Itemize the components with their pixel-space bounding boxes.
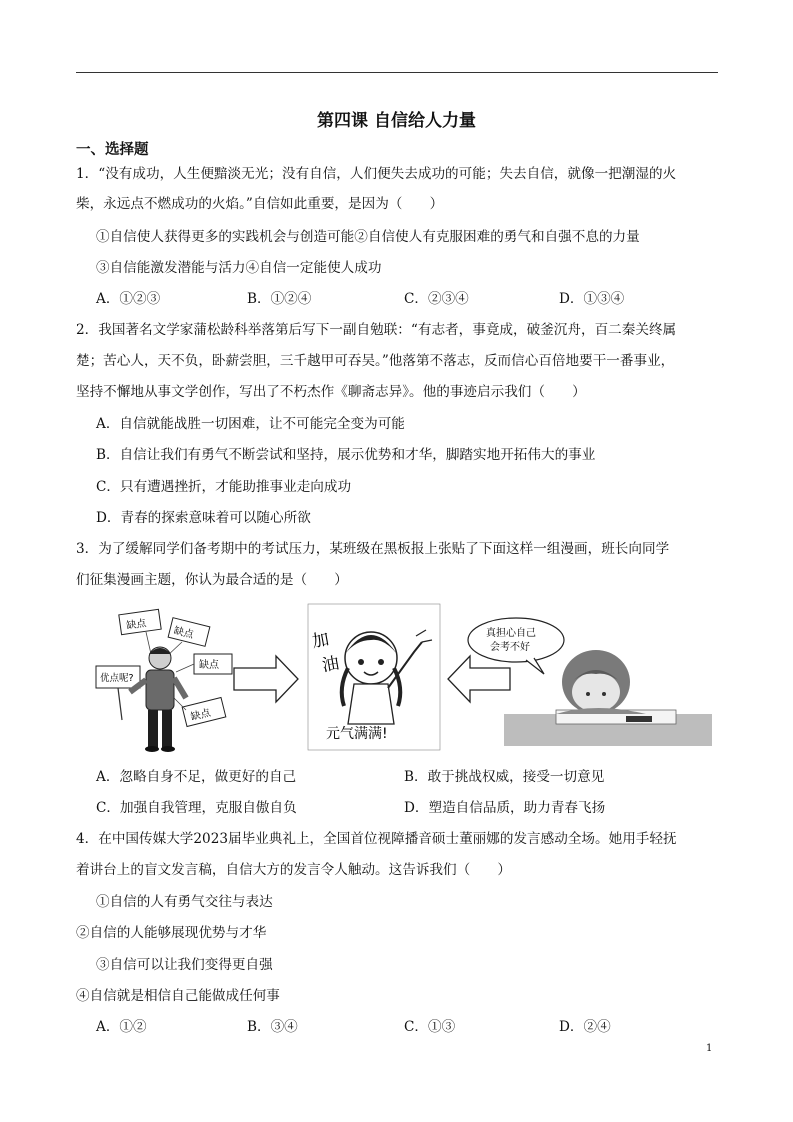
q4-statement-2: ②自信的人能够展现优势与才华 bbox=[76, 925, 267, 941]
q4-option-a: A．①② bbox=[96, 1019, 147, 1035]
tag-label-3: 缺点 bbox=[199, 660, 219, 671]
q1-option-d: D．①③④ bbox=[559, 291, 625, 307]
cheering-girl-illustration bbox=[308, 604, 440, 750]
man-illustration bbox=[96, 609, 232, 752]
q3-stem-line-1: 3．为了缓解同学们备考期中的考试压力，某班级在黑板报上张贴了下面这样一组漫画，班长向同学 bbox=[76, 541, 670, 557]
energy-caption: 元气满满! bbox=[326, 726, 388, 742]
section-heading: 一、选择题 bbox=[76, 142, 149, 158]
q4-statement-4: ④自信就是相信自己能做成任何事 bbox=[76, 988, 280, 1004]
q2-stem-line-1: 2．我国著名文学家蒲松龄科举落第后写下一副自勉联：“有志者，事竟成，破釜沉舟，百二秦关终属 bbox=[76, 322, 677, 338]
tag-label-2: 缺点 bbox=[172, 625, 195, 641]
q3-option-c: C．加强自我管理，克服自傲自负 bbox=[96, 800, 297, 816]
tag-label-1: 缺点 bbox=[125, 618, 148, 632]
page-number: 1 bbox=[706, 1043, 713, 1054]
right-arrow-icon bbox=[234, 656, 298, 702]
q4-statement-3: ③自信可以让我们变得更自强 bbox=[96, 957, 273, 973]
header-rule bbox=[76, 72, 718, 73]
q4-option-d: D．②④ bbox=[559, 1019, 611, 1035]
q1-statements-1: ①自信使人获得更多的实践机会与创造可能②自信使人有克服困难的勇气和自强不息的力量 bbox=[96, 229, 640, 245]
sign-label: 优点呢? bbox=[100, 673, 134, 684]
q4-stem-line-2: 着讲台上的盲文发言稿，自信大方的发言令人触动。这告诉我们（ ） bbox=[76, 862, 511, 878]
q4-option-b: B．③④ bbox=[247, 1019, 298, 1035]
q4-statement-1: ①自信的人有勇气交往与表达 bbox=[96, 894, 273, 910]
q3-option-d: D．塑造自信品质，助力青春飞扬 bbox=[404, 800, 606, 816]
q2-option-c: C．只有遭遇挫折，才能助推事业走向成功 bbox=[96, 479, 352, 495]
q1-option-c: C．②③④ bbox=[404, 291, 469, 307]
q1-option-b: B．①②④ bbox=[247, 291, 312, 307]
page-title: 第四课 自信给人力量 bbox=[317, 111, 476, 131]
worry-line-2: 会考不好 bbox=[490, 642, 530, 653]
worry-line-1: 真担心自己 bbox=[486, 628, 536, 639]
q2-option-d: D．青春的探索意味着可以随心所欲 bbox=[96, 510, 311, 526]
q1-statements-2: ③自信能激发潜能与活力④自信一定能使人成功 bbox=[96, 260, 382, 276]
q1-stem-line-1: 1．“没有成功，人生便黯淡无光；没有自信，人们便失去成功的可能；失去自信，就像一把潮湿的火 bbox=[76, 166, 677, 182]
q1-option-a: A．①②③ bbox=[96, 291, 161, 307]
q3-stem-line-2: 们征集漫画主题，你认为最合适的是（ ） bbox=[76, 572, 348, 588]
q2-stem-line-2: 楚；苦心人，天不负，卧薪尝胆，三千越甲可吞吴。”他落第不落志，反而信心百倍地要干一番事业， bbox=[76, 353, 675, 369]
q2-stem-line-3: 坚持不懈地从事文学创作，写出了不朽杰作《聊斋志异》。他的事迹启示我们（ ） bbox=[76, 384, 586, 400]
q3-option-a: A．忽略自身不足，做更好的自己 bbox=[96, 769, 297, 785]
cheer-char-1: 加 bbox=[310, 629, 331, 653]
q3-option-b: B．敢于挑战权威，接受一切意见 bbox=[404, 769, 605, 785]
cheer-char-2: 油 bbox=[320, 653, 341, 677]
q4-option-c: C．①③ bbox=[404, 1019, 456, 1035]
q2-option-b: B．自信让我们有勇气不断尝试和坚持，展示优势和才华，脚踏实地开拓伟大的事业 bbox=[96, 447, 596, 463]
q1-stem-line-2: 柴，永远点不燃成功的火焰。”自信如此重要，是因为（ ） bbox=[76, 196, 444, 212]
tag-label-4: 缺点 bbox=[189, 707, 212, 724]
q4-stem-line-1: 4．在中国传媒大学2023届毕业典礼上，全国首位视障播音硕士董丽娜的发言感动全场。她用手轻抚 bbox=[76, 831, 677, 847]
cartoon-figure bbox=[86, 602, 716, 754]
q2-option-a: A．自信就能战胜一切困难，让不可能完全变为可能 bbox=[96, 416, 405, 432]
left-arrow-icon bbox=[448, 656, 510, 702]
